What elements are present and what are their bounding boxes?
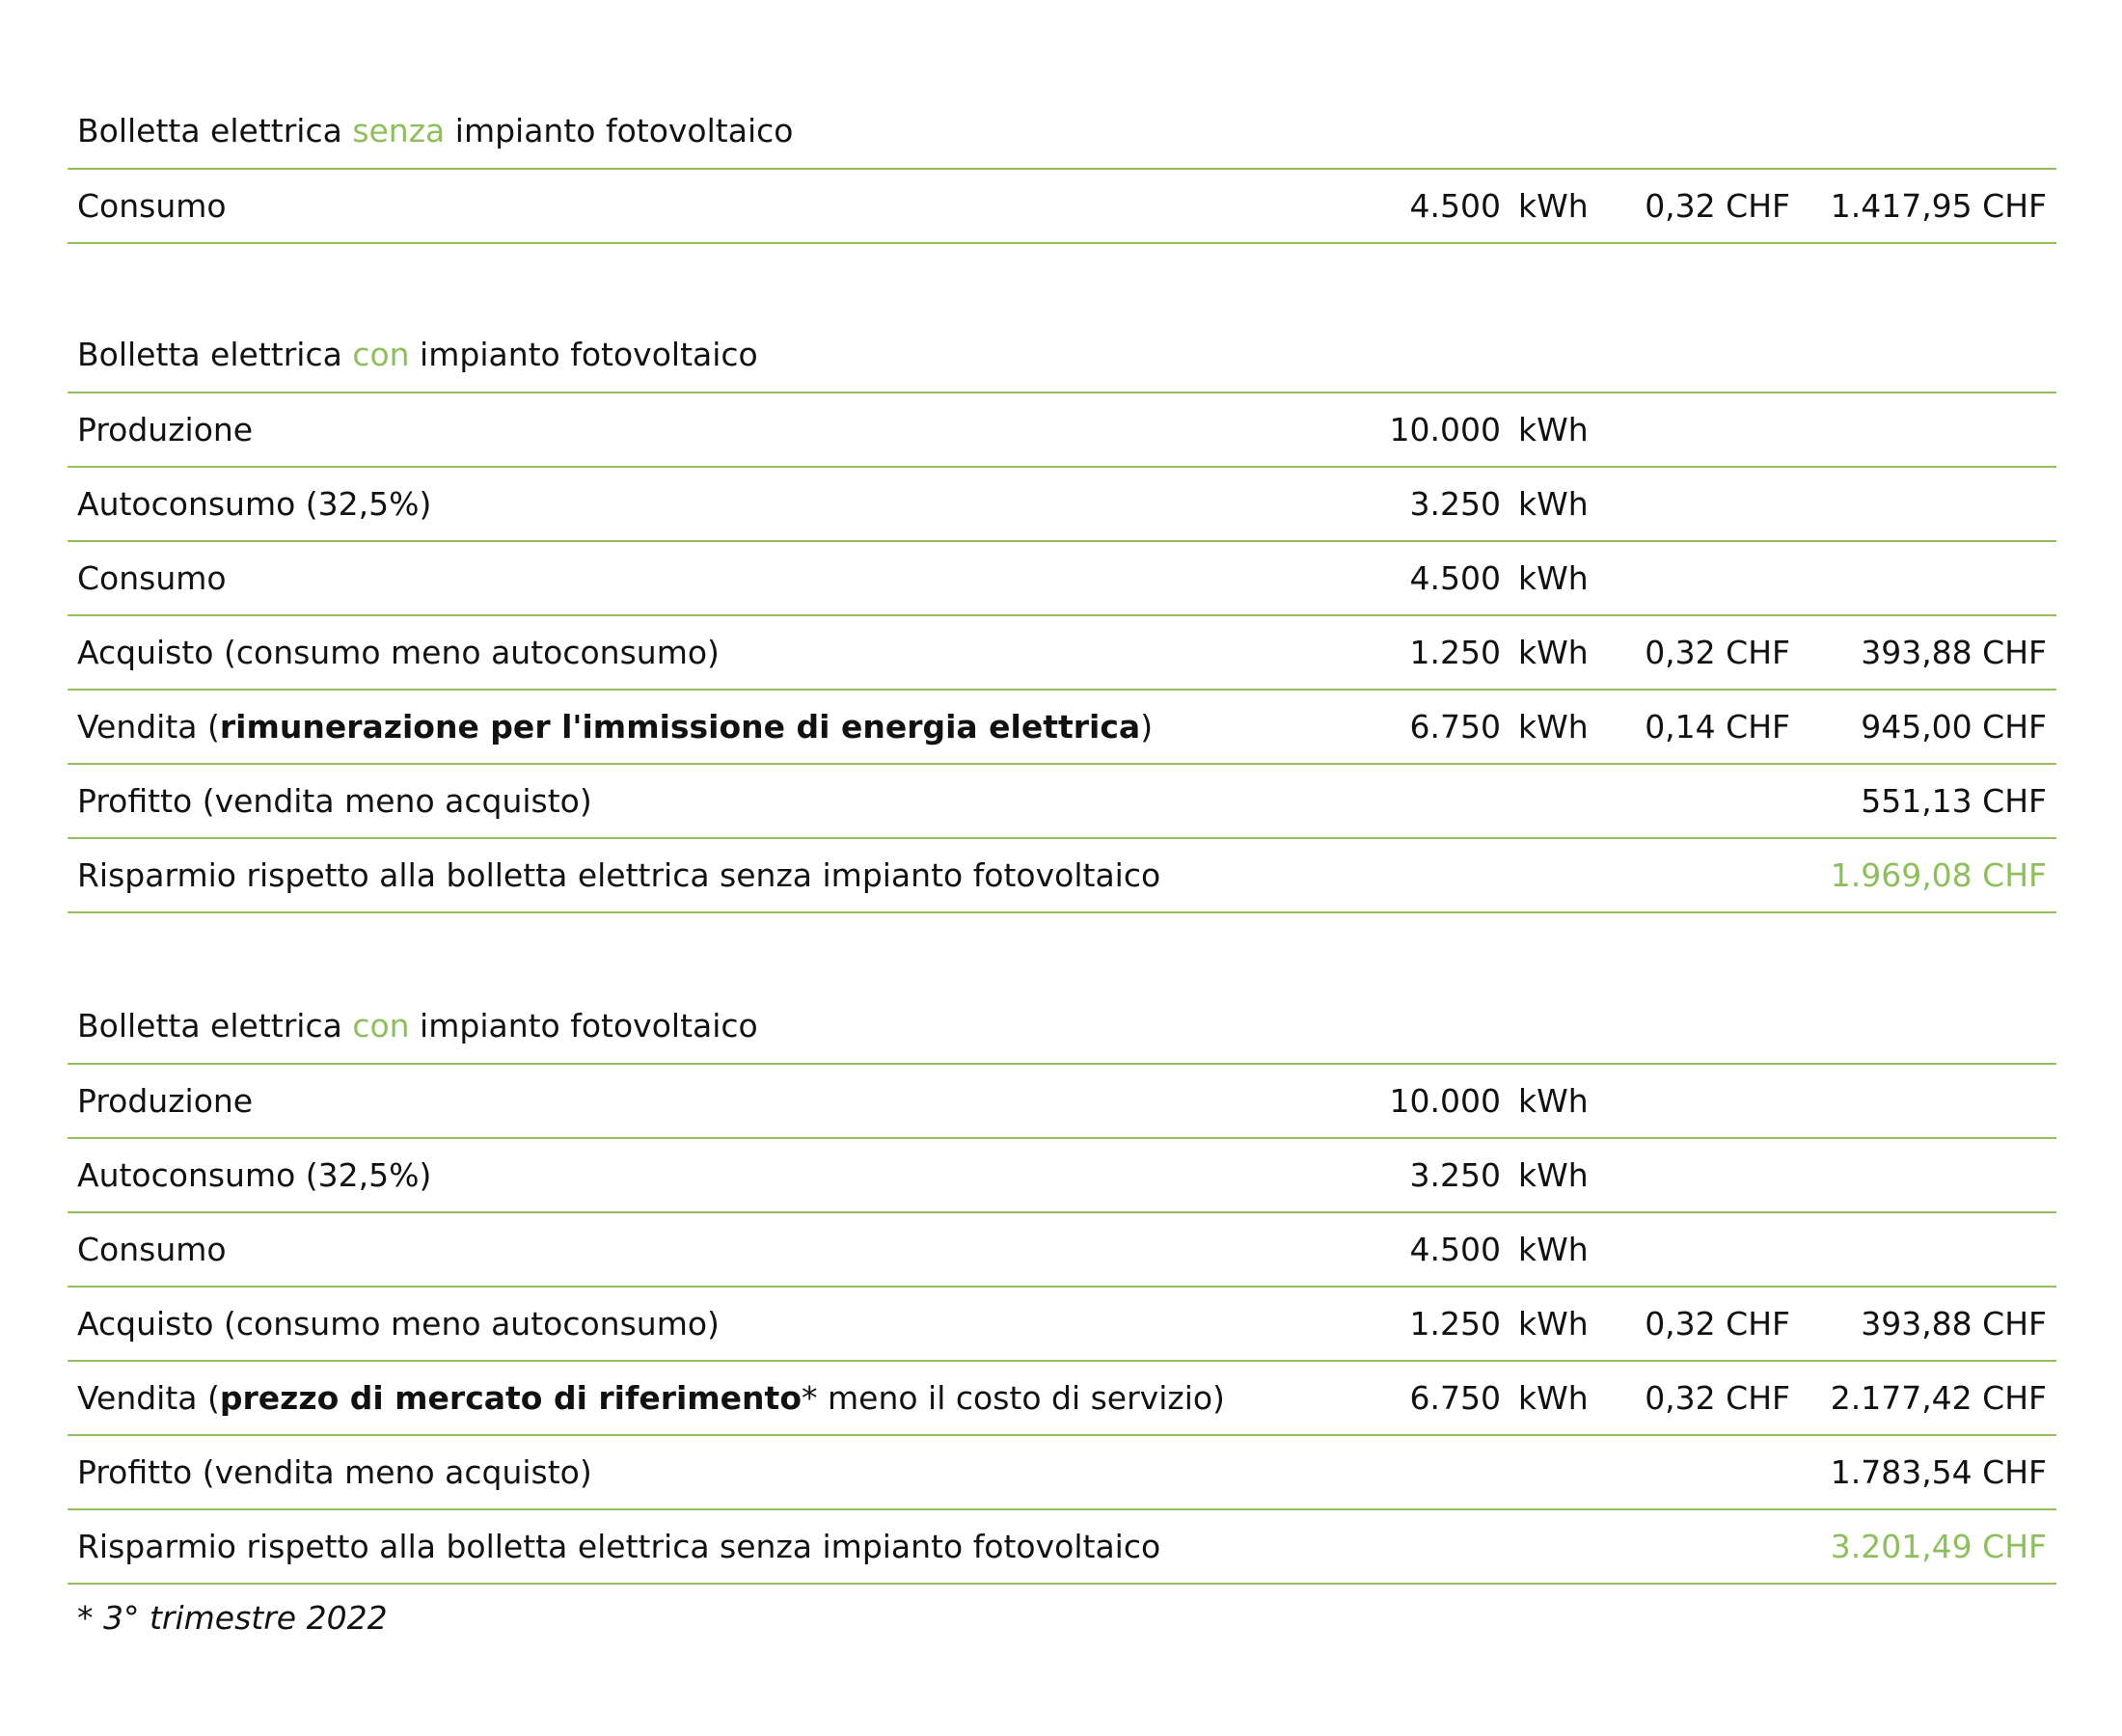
row-label: Consumo — [77, 187, 227, 225]
row-label — [77, 691, 1153, 763]
row-produzione — [68, 393, 2056, 468]
row-quantity: 6.750 — [1409, 708, 1501, 746]
row-total-highlight: 1.969,08 CHF — [1830, 856, 2047, 894]
row-quantity: 1.250 — [1409, 634, 1501, 671]
row-price: 0,32 CHF — [1645, 634, 1790, 671]
label-part: Vendita ( — [77, 1379, 220, 1417]
title-accent: con — [352, 336, 410, 373]
row-label: Produzione — [77, 1082, 254, 1120]
footnote: * 3° trimestre 2022 — [77, 1599, 388, 1637]
row-label: Risparmio rispetto alla bolletta elettrica senza impianto fotovoltaico — [77, 1528, 1161, 1565]
title-text: Bolletta elettrica — [77, 336, 353, 373]
row-total: 393,88 CHF — [1861, 1305, 2047, 1343]
row-unit: kWh — [1518, 634, 1589, 671]
title-accent: con — [352, 1007, 410, 1044]
section-title — [68, 990, 2056, 1065]
section-con-fotovoltaico-mercato — [68, 990, 2056, 1585]
row-price: 0,14 CHF — [1645, 708, 1790, 746]
row-unit: kWh — [1518, 485, 1589, 523]
row-total: 1.417,95 CHF — [1830, 187, 2047, 225]
row-total: 1.783,54 CHF — [1830, 1453, 2047, 1491]
row-autoconsumo — [68, 468, 2056, 542]
row-risparmio — [68, 1510, 2056, 1585]
row-price: 0,32 CHF — [1645, 1305, 1790, 1343]
row-total: 551,13 CHF — [1861, 782, 2047, 820]
row-unit: kWh — [1518, 1379, 1589, 1417]
row-profitto — [68, 765, 2056, 839]
row-label: Risparmio rispetto alla bolletta elettrica senza impianto fotovoltaico — [77, 856, 1161, 894]
label-bold-part: prezzo di mercato di riferimento — [219, 1379, 802, 1417]
row-label: Consumo — [77, 1231, 227, 1268]
row-label: Consumo — [77, 559, 227, 597]
row-unit: kWh — [1518, 1305, 1589, 1343]
row-price: 0,32 CHF — [1645, 1379, 1790, 1417]
row-risparmio — [68, 839, 2056, 913]
row-quantity: 10.000 — [1389, 411, 1501, 448]
row-label: Profitto (vendita meno acquisto) — [77, 782, 592, 820]
row-consumo — [68, 542, 2056, 616]
label-bold-part: rimunerazione per l'immissione di energia elettrica — [219, 708, 1141, 746]
row-unit: kWh — [1518, 1231, 1589, 1268]
row-quantity: 3.250 — [1409, 485, 1501, 523]
row-vendita — [68, 1362, 2056, 1436]
row-acquisto — [68, 1288, 2056, 1362]
title-text: Bolletta elettrica — [77, 1007, 353, 1044]
row-label: Profitto (vendita meno acquisto) — [77, 1453, 592, 1491]
row-label: Acquisto (consumo meno autoconsumo) — [77, 634, 720, 671]
row-total-highlight: 3.201,49 CHF — [1830, 1528, 2047, 1565]
row-consumo — [68, 1213, 2056, 1288]
row-unit: kWh — [1518, 1156, 1589, 1194]
title-text: impianto fotovoltaico — [409, 1007, 758, 1044]
section-title — [68, 95, 2056, 170]
title-text: Bolletta elettrica — [77, 112, 353, 149]
row-unit: kWh — [1518, 411, 1589, 448]
row-vendita — [68, 691, 2056, 765]
section-con-fotovoltaico-rimunerazione — [68, 318, 2056, 913]
row-acquisto — [68, 616, 2056, 691]
row-label: Autoconsumo (32,5%) — [77, 485, 432, 523]
label-part: Vendita ( — [77, 708, 220, 746]
label-part: ) — [1140, 708, 1154, 746]
row-quantity: 4.500 — [1409, 187, 1501, 225]
row-label — [77, 1362, 1225, 1434]
title-text: impianto fotovoltaico — [409, 336, 758, 373]
row-quantity: 1.250 — [1409, 1305, 1501, 1343]
row-unit: kWh — [1518, 187, 1589, 225]
row-unit: kWh — [1518, 559, 1589, 597]
row-quantity: 4.500 — [1409, 559, 1501, 597]
section-title — [68, 318, 2056, 393]
row-total: 945,00 CHF — [1861, 708, 2047, 746]
row-profitto — [68, 1436, 2056, 1510]
row-total: 2.177,42 CHF — [1830, 1379, 2047, 1417]
row-price: 0,32 CHF — [1645, 187, 1790, 225]
row-label: Autoconsumo (32,5%) — [77, 1156, 432, 1194]
row-quantity: 10.000 — [1389, 1082, 1501, 1120]
title-accent: senza — [352, 112, 446, 149]
row-consumo — [68, 170, 2056, 244]
row-quantity: 6.750 — [1409, 1379, 1501, 1417]
row-quantity: 4.500 — [1409, 1231, 1501, 1268]
row-quantity: 3.250 — [1409, 1156, 1501, 1194]
section-senza-fotovoltaico — [68, 95, 2056, 244]
title-text: impianto fotovoltaico — [445, 112, 794, 149]
row-produzione — [68, 1065, 2056, 1139]
row-unit: kWh — [1518, 708, 1589, 746]
row-label: Acquisto (consumo meno autoconsumo) — [77, 1305, 720, 1343]
row-autoconsumo — [68, 1139, 2056, 1213]
label-part: * meno il costo di servizio) — [802, 1379, 1225, 1417]
row-label: Produzione — [77, 411, 254, 448]
row-unit: kWh — [1518, 1082, 1589, 1120]
row-total: 393,88 CHF — [1861, 634, 2047, 671]
